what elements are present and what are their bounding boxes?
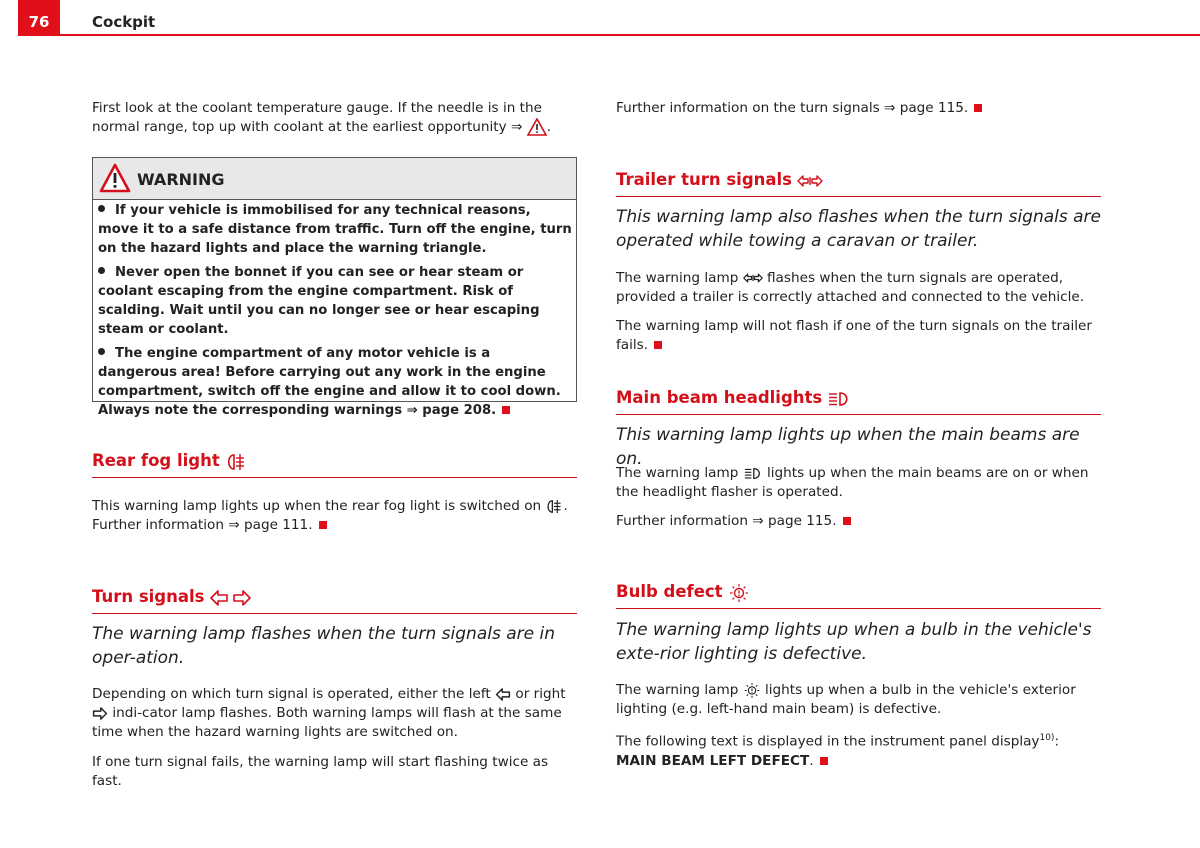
bulb-defect-paragraph: The warning lamp lights up when a bulb in the vehicle's exterior lighting (e.g. left-hand main beam) is defective. [616, 682, 1076, 717]
turn-left-icon [495, 687, 511, 702]
turn-signals-lead: The warning lamp flashes when the turn signals are in oper-ation. [92, 624, 555, 668]
bulb-defect-icon [728, 583, 750, 603]
trailer-turn-signal-icon [797, 174, 823, 188]
end-marker [319, 521, 327, 529]
warning-header [93, 158, 576, 200]
end-marker [820, 757, 828, 765]
end-marker [974, 104, 982, 112]
trailer-turn-signal-icon [743, 272, 763, 284]
header-rule [60, 34, 1200, 36]
trailer-paragraph: The warning lamp flashes when the turn signals are operated, provided a trailer is correctly attached and connected to the vehicle. [616, 270, 1085, 305]
main-beam-lead: This warning lamp lights up when the main beams are on. [616, 425, 1080, 469]
turn-right-icon [232, 589, 252, 607]
main-beam-icon [827, 391, 851, 407]
trailer-heading: Trailer turn signals [616, 170, 1101, 197]
further-info-turn: Further information on the turn signals ⇒ page 115. [616, 99, 1102, 118]
rear-fog-light-icon [225, 453, 247, 471]
turn-left-icon [209, 589, 229, 607]
end-marker [502, 406, 510, 414]
warning-box [92, 157, 577, 418]
warning-title: WARNING [137, 170, 225, 189]
main-beam-paragraph: The warning lamp lights up when the main beams are on or when the headlight flasher is operated. [616, 465, 1089, 500]
bulb-defect-lead: The warning lamp lights up when a bulb in the vehicle's exte-rior lighting is defective. [616, 620, 1092, 664]
main-beam-further: Further information ⇒ page 115. [616, 512, 1102, 531]
warning-list [98, 201, 572, 425]
turn-signals-heading: Turn signals [92, 587, 577, 614]
intro-paragraph: First look at the coolant temperature gauge. If the needle is in the normal range, top up with coolant at the earliest opportunity ⇒ . [92, 100, 552, 135]
warning-triangle-icon [99, 163, 131, 193]
warning-triangle-icon [527, 118, 547, 136]
display-message: MAIN BEAM LEFT DEFECT [616, 752, 810, 769]
rear-fog-heading: Rear fog light [92, 451, 577, 478]
warning-item: If your vehicle is immobilised for any technical reasons, move it to a safe distance from traffic. Turn off the engine, turn on the hazard lights and place the warning triangle. [98, 203, 572, 256]
page-number: 76 [18, 0, 60, 36]
main-beam-heading: Main beam headlights [616, 388, 1101, 415]
footnote-ref: 10) [1039, 733, 1055, 743]
page-header [0, 0, 1200, 36]
bulb-defect-display-text: The following text is displayed in the instrument panel display$^{10)}$: MAIN BEAM LEFT DEFECT. [616, 733, 1060, 769]
main-beam-icon [743, 467, 763, 480]
rear-fog-paragraph: This warning lamp lights up when the rear fog light is switched on . Further information ⇒ page 111. [92, 498, 568, 533]
warning-item: The engine compartment of any motor vehicle is a dangerous area! Before carrying out any work in the engine compartment, switch off the engine and allow it to cool down. Always note the corresponding warnings ⇒ page 208. [98, 346, 561, 418]
turn-signals-failure: If one turn signal fails, the warning lamp will start flashing twice as fast. [92, 754, 549, 789]
trailer-failure: The warning lamp will not flash if one of the turn signals on the trailer fails. [616, 318, 1092, 353]
end-marker [843, 517, 851, 525]
trailer-lead: This warning lamp also flashes when the turn signals are operated while towing a caravan or trailer. [616, 207, 1102, 251]
bulb-defect-heading: Bulb defect [616, 582, 1101, 609]
rear-fog-light-icon [545, 499, 563, 514]
warning-item: Never open the bonnet if you can see or hear steam or coolant escaping from the engine compartment. Risk of scalding. Wait until you can no longer see or hear escaping steam or coolant. [98, 265, 540, 337]
turn-signals-paragraph: Depending on which turn signal is operated, either the left or right indi-cator lamp flashes. Both warning lamps will flash at the same time when the hazard warning lights are switched on. [92, 686, 566, 740]
section-title: Cockpit [92, 13, 156, 31]
turn-right-icon [92, 706, 108, 721]
bulb-defect-icon [743, 682, 761, 699]
end-marker [654, 341, 662, 349]
